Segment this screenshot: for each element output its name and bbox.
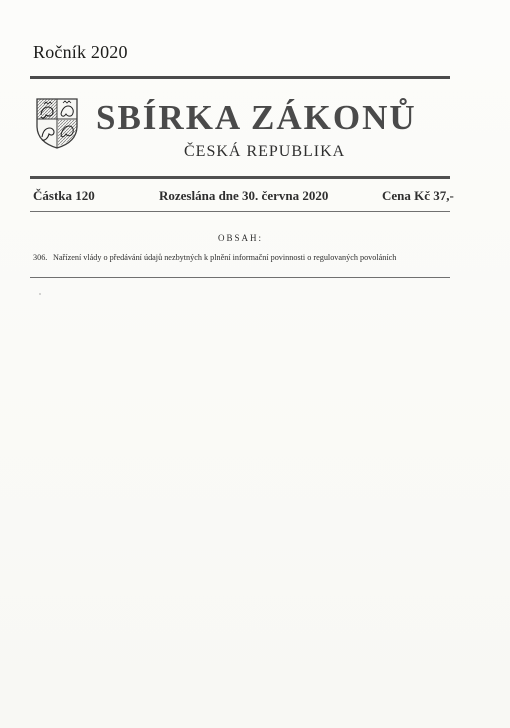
country-subtitle: ČESKÁ REPUBLIKA — [184, 143, 346, 160]
speck-dot — [39, 293, 41, 295]
contents-item — [33, 253, 443, 264]
contents-item-number: 306. — [33, 253, 48, 262]
contents-item-text: Nařízení vlády o předávání údajů nezbytných k plnění informační povinnosti o regulovaných povoláních — [53, 253, 397, 262]
part-number: Částka 120 — [33, 188, 95, 203]
header-top-rule — [30, 76, 450, 79]
contents-heading: OBSAH: — [218, 233, 264, 243]
meta-bottom-rule — [30, 211, 450, 212]
state-coat-of-arms-icon — [33, 95, 81, 151]
publication-title: SBÍRKA ZÁKONŮ — [96, 98, 417, 137]
contents-bottom-rule — [30, 277, 450, 278]
distribution-date: Rozeslána dne 30. června 2020 — [159, 188, 329, 203]
title-bottom-rule — [30, 176, 450, 179]
volume-heading: Ročník 2020 — [33, 42, 128, 62]
price-label: Cena Kč 37,- — [382, 188, 454, 203]
